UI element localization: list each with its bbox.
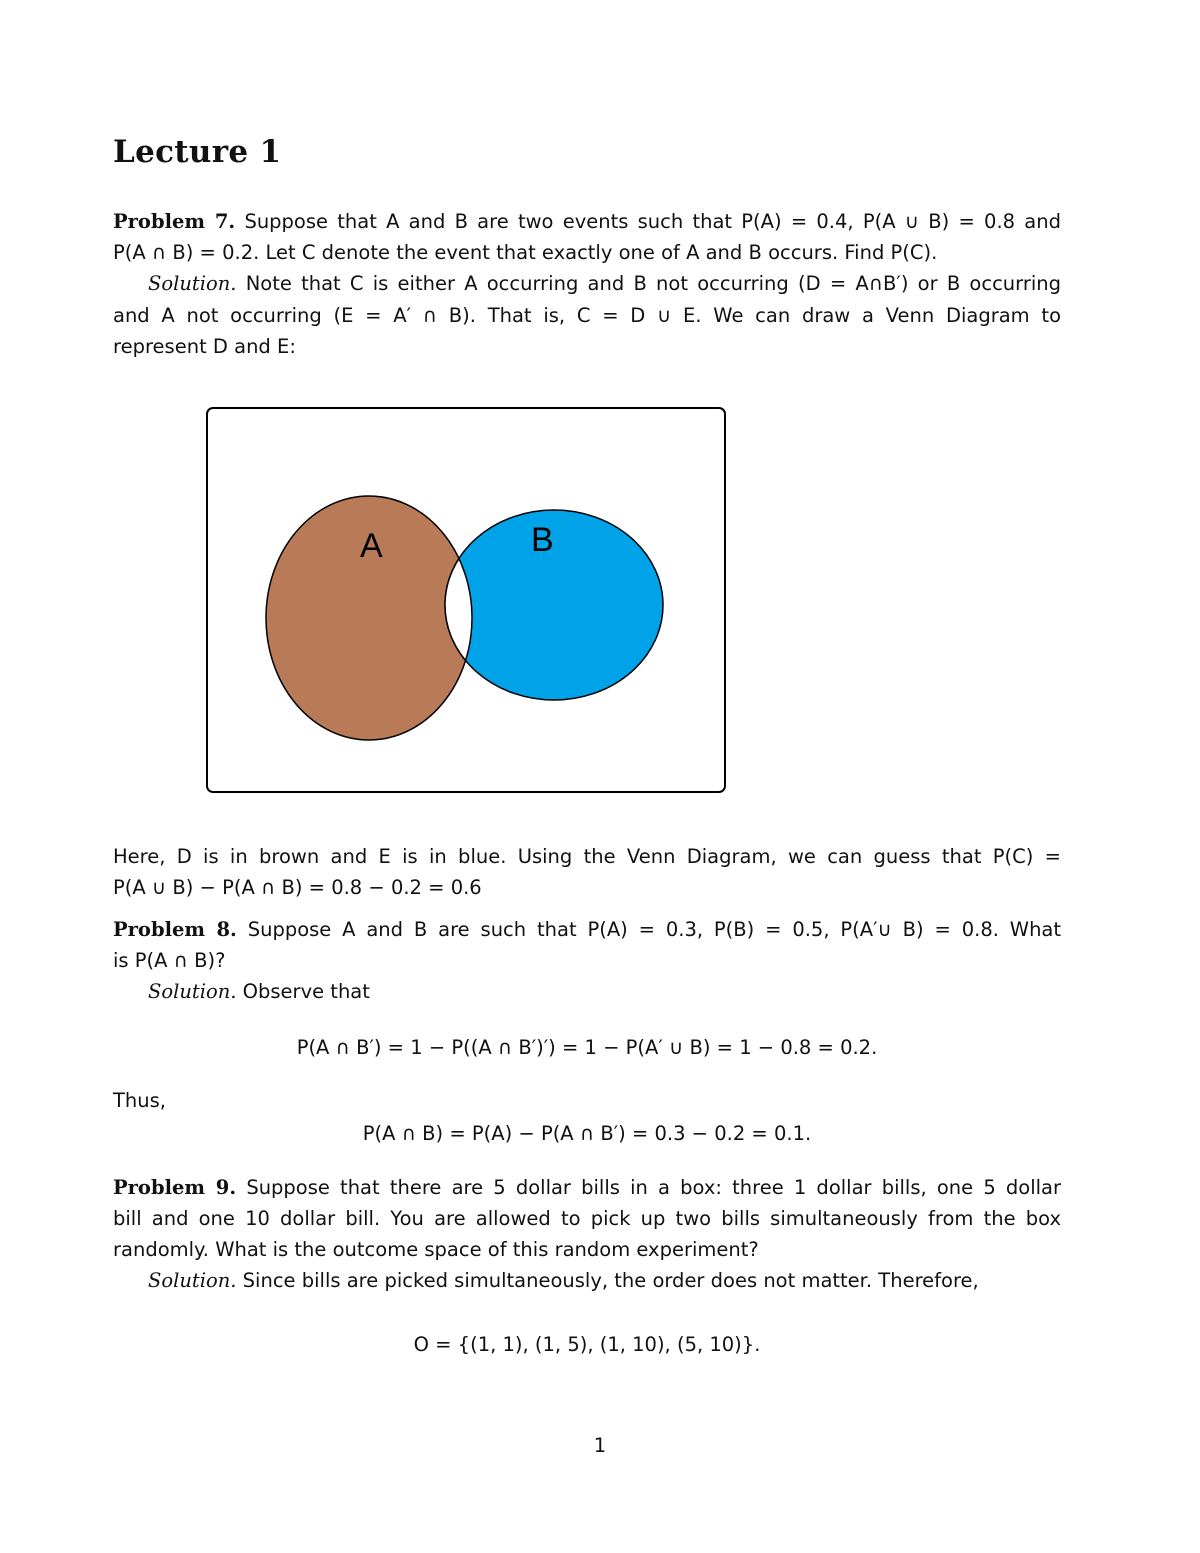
problem-7-label: Problem 7. — [113, 210, 236, 233]
set-b-ellipse — [445, 510, 663, 700]
problem-9-text-2: bill and one 10 dollar bill. You are allowed to pick up two bills simultaneously from the box — [113, 1207, 1061, 1230]
problem-8-label: Problem 8. — [113, 918, 237, 941]
problem-7-solution-line-2: and A not occurring (E = A′ ∩ B). That is, C = D ∪ E. We can draw a Venn Diagram to — [113, 304, 1061, 327]
problem-9-line-1 — [113, 1176, 1061, 1200]
problem-7-text-2: P(A ∩ B) = 0.2. Let C denote the event that exactly one of A and B occurs. Find P(C). — [113, 241, 938, 264]
venn-diagram — [204, 405, 728, 795]
problem-9-label: Problem 9. — [113, 1176, 237, 1199]
page-number: 1 — [593, 1434, 607, 1457]
solution-label: Solution. — [148, 1269, 237, 1292]
problem-7-line-1 — [113, 210, 1061, 234]
problem-7-text-1: Suppose that A and B are two events such that P(A) = 0.4, P(A ∪ B) = 0.8 and — [244, 210, 1061, 233]
solution-text: Observe that — [242, 980, 370, 1003]
thus-label: Thus, — [113, 1089, 166, 1112]
problem-9-text-3: randomly. What is the outcome space of this random experiment? — [113, 1238, 759, 1261]
problem-9-text-1: Suppose that there are 5 dollar bills in a box: three 1 dollar bills, one 5 dollar — [246, 1176, 1061, 1199]
problem-8-text-2: is P(A ∩ B)? — [113, 949, 226, 972]
problem-7-solution-line-1 — [113, 272, 1061, 296]
lecture-heading: Lecture 1 — [113, 134, 282, 170]
problem-8-solution-line — [113, 980, 1061, 1004]
problem-9-solution-line — [113, 1269, 1061, 1293]
solution-label: Solution. — [148, 980, 237, 1003]
problem-8-text-1: Suppose A and B are such that P(A) = 0.3, P(B) = 0.5, P(A′∪ B) = 0.8. What — [247, 918, 1062, 941]
problem-9-equation: O = {(1, 1), (1, 5), (1, 10), (5, 10)}. — [413, 1333, 761, 1356]
set-a-label: A — [360, 527, 383, 565]
problem-7-solution-line-3: represent D and E: — [113, 335, 296, 358]
problem-8-line-1 — [113, 918, 1061, 942]
solution-text-1: Note that C is either A occurring and B not occurring (D = A∩B′) or B occurring — [245, 272, 1062, 295]
solution-text: Since bills are picked simultaneously, the order does not matter. Therefore, — [242, 1269, 979, 1292]
set-b-label: B — [531, 521, 554, 559]
solution-label: Solution. — [148, 272, 237, 295]
venn-explanation-line-1: Here, D is in brown and E is in blue. Using the Venn Diagram, we can guess that P(C) = — [113, 845, 1061, 868]
venn-explanation-line-2: P(A ∪ B) − P(A ∩ B) = 0.8 − 0.2 = 0.6 — [113, 876, 482, 899]
problem-8-equation-2: P(A ∩ B) = P(A) − P(A ∩ B′) = 0.3 − 0.2 = 0.1. — [362, 1122, 812, 1145]
problem-8-equation-1: P(A ∩ B′) = 1 − P((A ∩ B′)′) = 1 − P(A′ ∪ B) = 1 − 0.8 = 0.2. — [296, 1036, 878, 1059]
